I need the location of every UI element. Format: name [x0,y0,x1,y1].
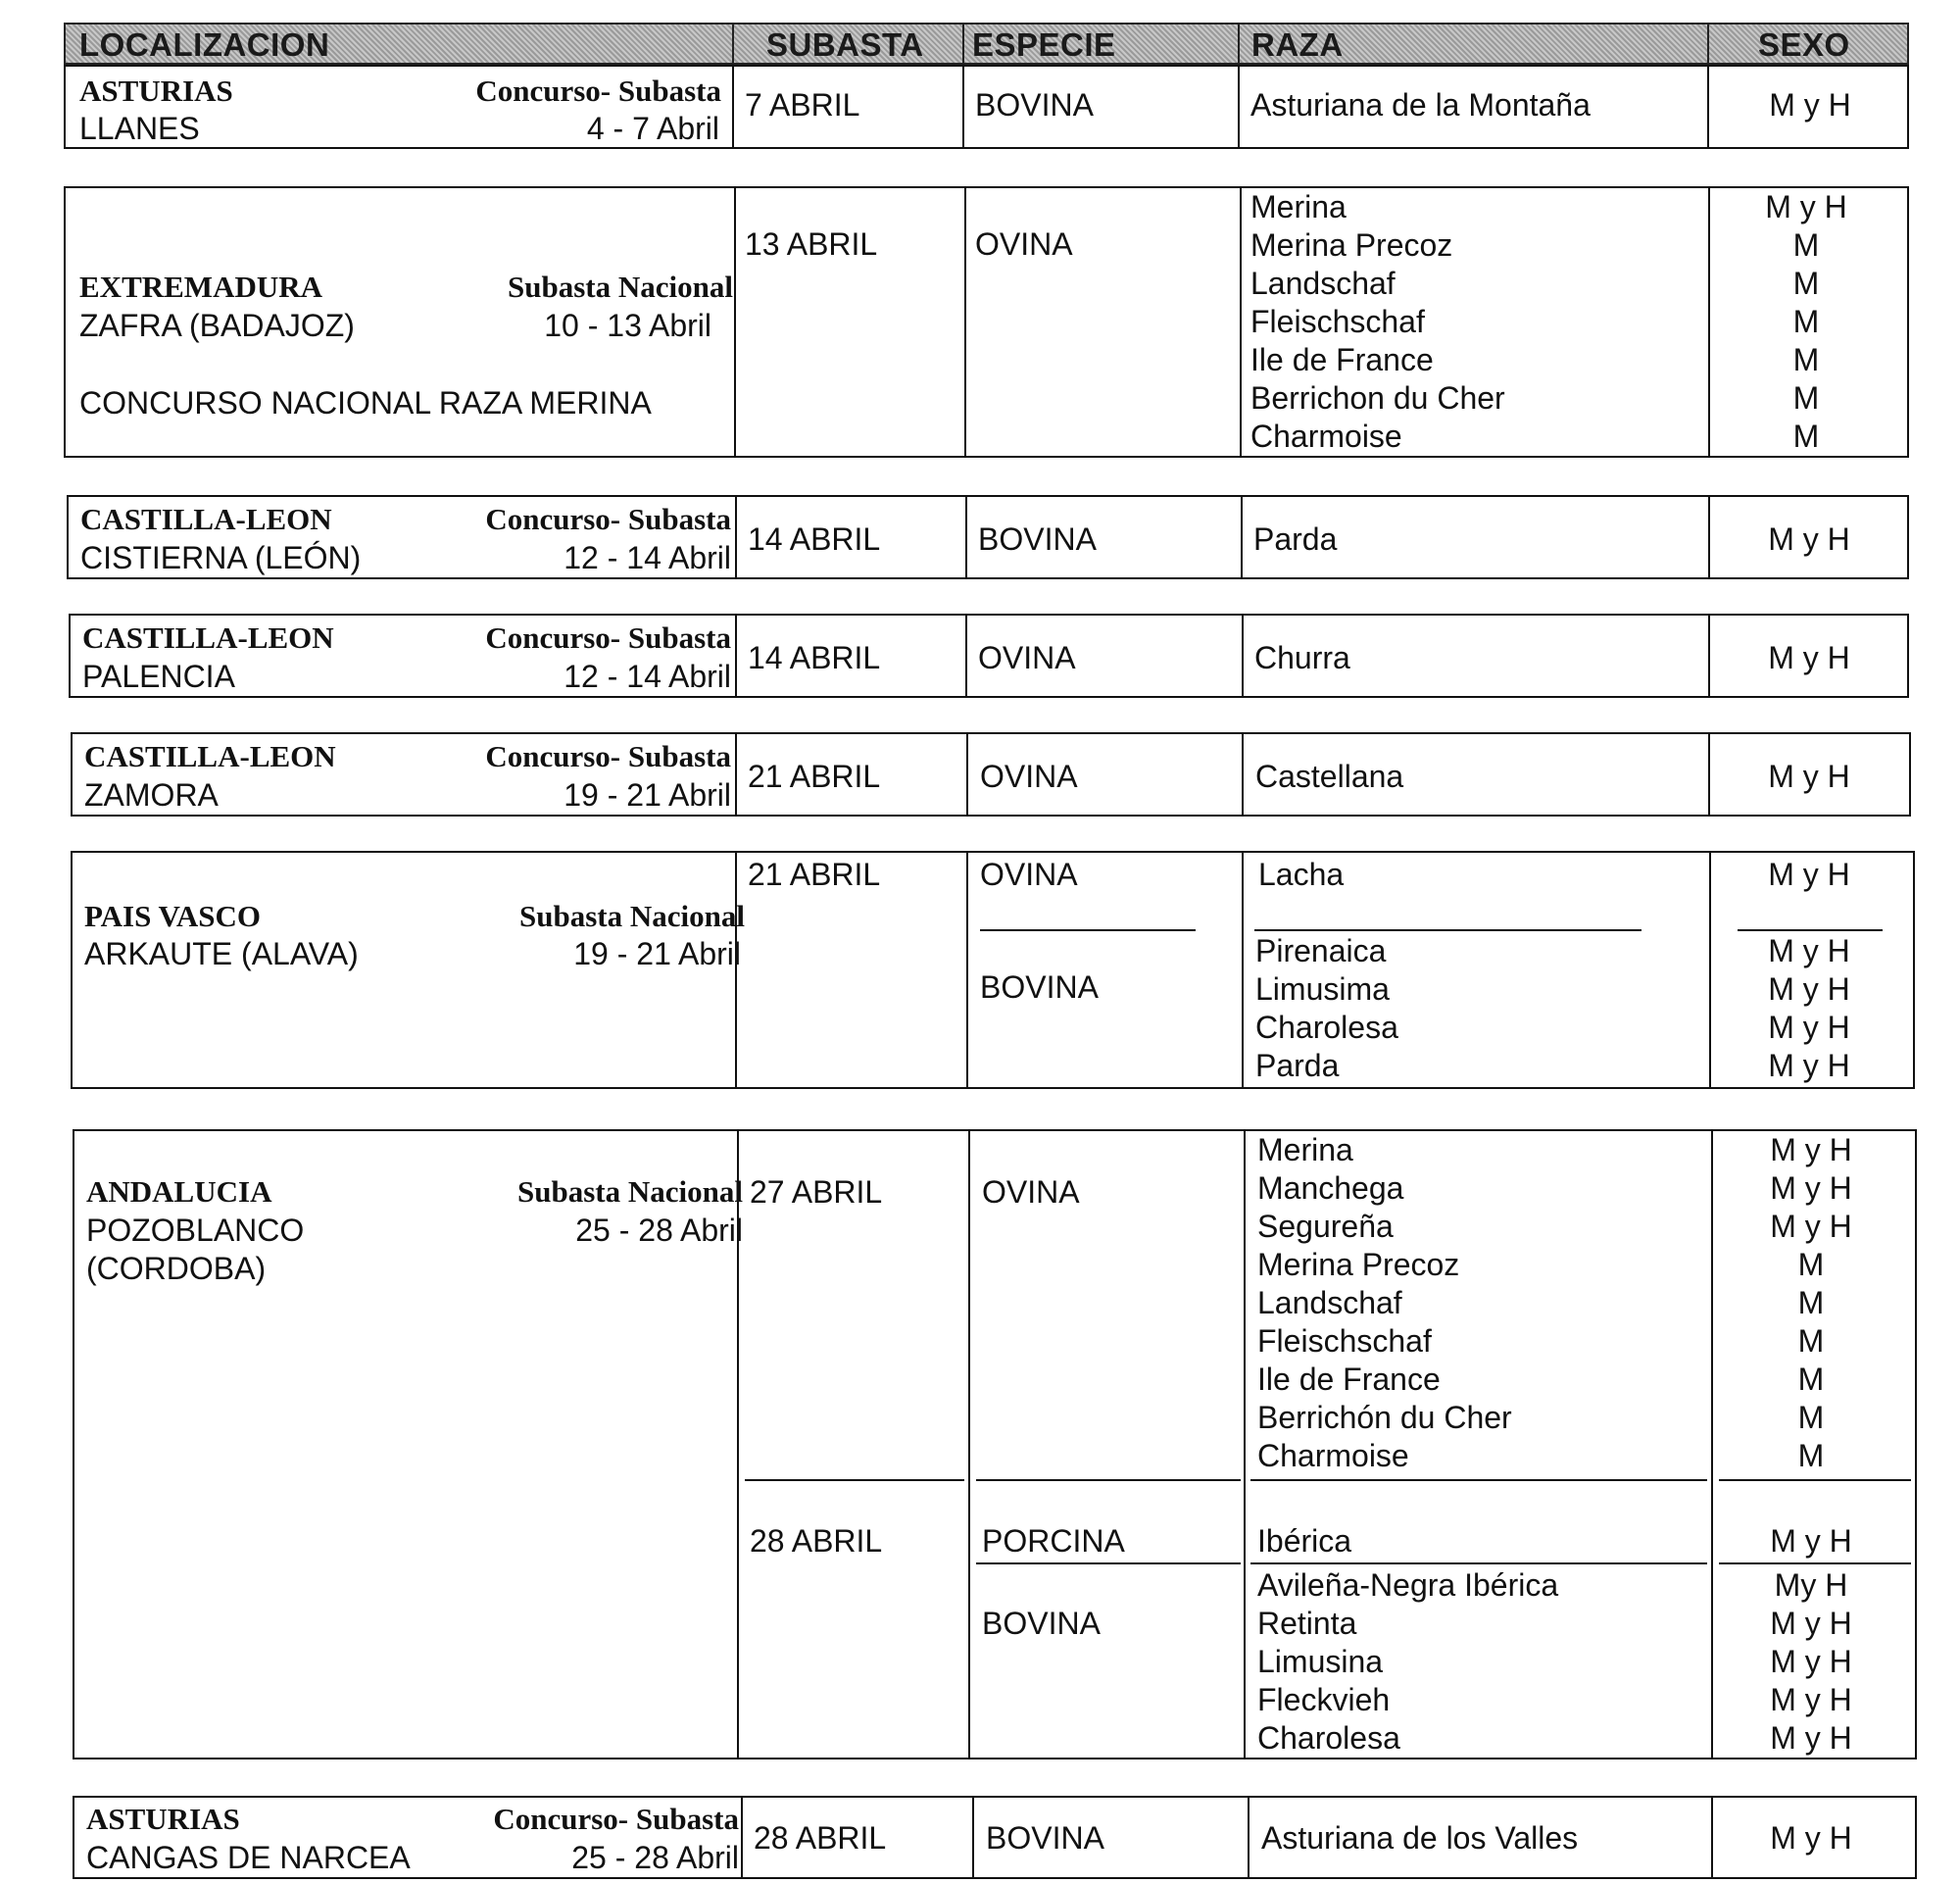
region: CASTILLA-LEON [84,739,336,773]
event-dates: 19 - 21 Abril [564,777,731,813]
sexo: M [1792,304,1820,339]
sexo: M [1792,227,1820,263]
event-dates: 19 - 21 Abril [573,936,741,971]
sexo: M [1792,342,1820,377]
event-type: Concurso- Subasta [485,739,731,773]
divider [1250,1479,1707,1481]
divider [1254,929,1642,931]
town: PALENCIA [82,659,235,694]
sexo: M y H [1770,1820,1852,1856]
sexo: M [1792,266,1820,301]
sexo: M y H [1768,521,1850,557]
town: ZAMORA [84,777,219,813]
divider [745,1479,964,1481]
divider [976,1562,1241,1564]
sexo: M y H [1770,1606,1852,1641]
raza: Castellana [1255,759,1404,794]
sexo: M [1792,419,1820,454]
subasta-date: 7 ABRIL [745,87,860,123]
town: ZAFRA (BADAJOZ) [79,308,355,343]
raza: Ile de France [1257,1362,1441,1397]
raza: Fleckvieh [1257,1682,1391,1717]
subasta-date: 13 ABRIL [745,226,878,262]
sexo: M y H [1770,1682,1852,1717]
raza: Charmoise [1257,1438,1409,1473]
raza: Merina Precoz [1257,1247,1460,1282]
table-row [67,495,1909,579]
especie: BOVINA [986,1820,1104,1856]
raza: Fleischschaf [1257,1323,1432,1359]
raza: Merina [1257,1132,1353,1167]
raza: Asturiana de los Valles [1261,1820,1579,1856]
especie: BOVINA [978,521,1097,557]
sexo: M y H [1770,1644,1852,1679]
sexo: M [1797,1438,1825,1473]
raza: Avileña-Negra Ibérica [1257,1567,1559,1603]
table-row [64,65,1909,149]
subasta-date: 28 ABRIL [754,1820,887,1856]
region: CASTILLA-LEON [82,620,334,655]
sexo: M y H [1768,971,1850,1007]
subasta-date: 21 ABRIL [748,857,881,892]
sexo: M [1797,1285,1825,1320]
town: CANGAS DE NARCEA [86,1840,411,1875]
especie: OVINA [980,759,1078,794]
raza: Limusima [1255,971,1390,1007]
divider [1250,1562,1707,1564]
subasta-date: 21 ABRIL [748,759,881,794]
town: ARKAUTE (ALAVA) [84,936,359,971]
raza: Berrichon du Cher [1250,380,1505,416]
subasta-date: 14 ABRIL [748,640,881,675]
sexo: M y H [1770,1720,1852,1756]
sexo: M y H [1768,1010,1850,1045]
sexo: M y H [1768,933,1850,968]
raza: Segureña [1257,1209,1394,1244]
sexo: M y H [1770,1523,1852,1559]
region: ASTURIAS [79,74,233,108]
town: LLANES [79,111,200,146]
raza: Merina [1250,189,1347,224]
event-dates: 4 - 7 Abril [586,111,719,146]
sexo: M [1797,1247,1825,1282]
especie: OVINA [975,226,1073,262]
subasta-date: 27 ABRIL [750,1174,883,1210]
note: CONCURSO NACIONAL RAZA MERINA [79,385,652,421]
sexo: M [1797,1400,1825,1435]
especie: PORCINA [982,1523,1125,1559]
especie: OVINA [980,857,1078,892]
sexo: M y H [1765,189,1847,224]
sexo: M y H [1770,1132,1852,1167]
event-type: Concurso- Subasta [485,502,731,536]
raza: Merina Precoz [1250,227,1453,263]
raza: Landschaf [1250,266,1396,301]
header-raza: RAZA [1251,26,1344,63]
divider [1738,929,1883,931]
event-type: Concurso- Subasta [475,74,721,108]
header-sexo: SEXO [1758,26,1850,63]
header-subasta: SUBASTA [766,26,924,63]
raza: Asturiana de la Montaña [1250,87,1591,123]
especie: BOVINA [975,87,1094,123]
town: POZOBLANCO [86,1213,305,1248]
raza: Limusina [1257,1644,1384,1679]
sexo: M y H [1768,640,1850,675]
especie: BOVINA [982,1606,1101,1641]
raza: Parda [1255,1048,1340,1083]
region: EXTREMADURA [79,270,322,304]
raza: Manchega [1257,1170,1404,1206]
region: ASTURIAS [86,1802,240,1836]
subasta-date: 28 ABRIL [750,1523,883,1559]
table-row [73,1129,1917,1759]
region: CASTILLA-LEON [80,502,332,536]
table-header [64,23,1909,65]
table-row [69,614,1909,698]
table-row [64,186,1909,458]
sexo: M [1797,1362,1825,1397]
sexo: M y H [1770,1170,1852,1206]
table-row [71,732,1911,817]
sexo: M y H [1769,87,1851,123]
table-row [71,851,1915,1089]
raza: Charolesa [1257,1720,1400,1756]
sexo: My H [1774,1567,1848,1603]
subasta-date: 14 ABRIL [748,521,881,557]
divider [976,1479,1241,1481]
town: (CORDOBA) [86,1251,267,1286]
sexo: M y H [1768,857,1850,892]
region: ANDALUCIA [86,1174,272,1209]
sexo: M y H [1770,1209,1852,1244]
event-type: Subasta Nacional [508,270,733,304]
raza: Ibérica [1257,1523,1352,1559]
raza: Charmoise [1250,419,1402,454]
raza: Churra [1254,640,1350,675]
region: PAIS VASCO [84,899,262,933]
event-type: Subasta Nacional [519,899,745,933]
raza: Fleischschaf [1250,304,1425,339]
header-especie: ESPECIE [972,26,1116,63]
raza: Retinta [1257,1606,1357,1641]
divider [980,929,1196,931]
event-type: Concurso- Subasta [485,620,731,655]
table-row [73,1796,1917,1879]
raza: Lacha [1258,857,1345,892]
sexo: M y H [1768,1048,1850,1083]
event-dates: 12 - 14 Abril [564,659,731,694]
especie: BOVINA [980,969,1099,1005]
event-dates: 10 - 13 Abril [544,308,711,343]
raza: Pirenaica [1255,933,1387,968]
especie: OVINA [978,640,1076,675]
event-dates: 25 - 28 Abril [571,1840,739,1875]
header-localizacion: LOCALIZACION [79,26,330,63]
event-dates: 25 - 28 Abril [575,1213,743,1248]
sexo: M [1792,380,1820,416]
divider [1719,1479,1911,1481]
sexo: M [1797,1323,1825,1359]
raza: Ile de France [1250,342,1434,377]
especie: OVINA [982,1174,1080,1210]
divider [1719,1562,1911,1564]
raza: Berrichón du Cher [1257,1400,1512,1435]
event-type: Concurso- Subasta [493,1802,739,1836]
town: CISTIERNA (LEÓN) [80,540,362,575]
event-type: Subasta Nacional [517,1174,743,1209]
raza: Parda [1253,521,1338,557]
raza: Landschaf [1257,1285,1402,1320]
sexo: M y H [1768,759,1850,794]
event-dates: 12 - 14 Abril [564,540,731,575]
raza: Charolesa [1255,1010,1398,1045]
